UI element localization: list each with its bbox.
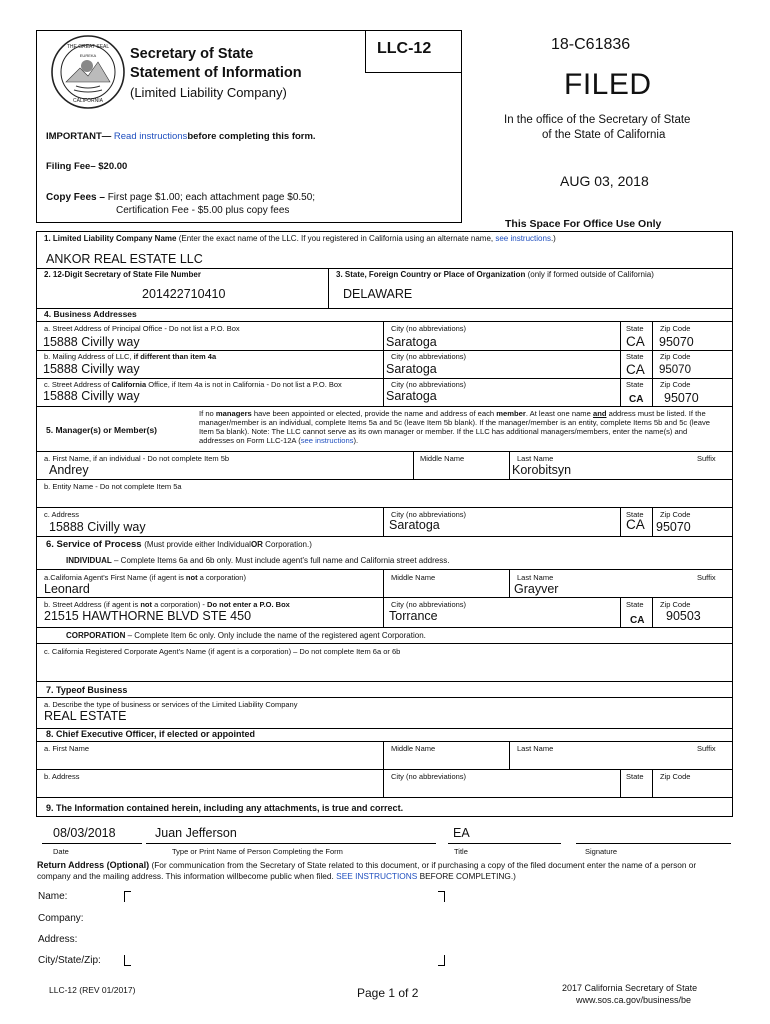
rule (652, 507, 653, 536)
header-divider-h (365, 72, 462, 73)
item5-text-2: have been appointed or elected, provide the name and address of each (253, 409, 495, 418)
manager-address-field[interactable]: 15888 Civilly way (49, 520, 146, 534)
item1-note: (Enter the exact name of the LLC. If you registered in California using an alternate name, (178, 234, 494, 243)
item8a-suffix-label: Suffix (697, 744, 716, 753)
item4c-city-label: City (no abbreviations) (391, 380, 467, 389)
item4c-label-post: Office, if Item 4a is not in California - Do not list a P.O. Box (148, 380, 342, 389)
rule (509, 451, 510, 479)
item7-label: 7. Typeof Business (46, 685, 128, 695)
rule (36, 597, 733, 598)
mailing-city-field[interactable]: Saratoga (386, 362, 437, 376)
item5-managers: managers (215, 409, 252, 418)
item6a-label-post: a corporation) (197, 573, 246, 582)
agent-state-field[interactable]: CA (630, 615, 645, 626)
copy-fees (46, 191, 315, 205)
ca-office-city-field[interactable]: Saratoga (386, 389, 437, 403)
item5c-label: c. Address (44, 510, 80, 519)
important-prefix: IMPORTANT— (46, 131, 112, 142)
rule (509, 741, 510, 769)
item8-label: 8. Chief Executive Officer, if elected or appointed (46, 729, 256, 739)
business-type-field[interactable]: REAL ESTATE (44, 709, 127, 723)
return-address-text: (For communication from the Secretary of State related to this document, or if purchasing a copy of the filed document enter the name of a person or company and the mailing address. This information willbecome public when filed. (37, 860, 697, 881)
signer-title-field[interactable]: EA (453, 826, 470, 840)
item6-corporation-label: CORPORATION (66, 631, 126, 640)
printed-name-label: Type or Print Name of Person Completing the Form (172, 847, 343, 856)
rule (42, 843, 142, 844)
principal-state-field[interactable]: CA (626, 334, 645, 349)
return-company-label: Company: (38, 913, 84, 924)
item5c-state-label: State (626, 510, 644, 519)
item6-individual-line (66, 556, 449, 565)
rule (36, 507, 733, 508)
ca-office-state-field[interactable]: CA (629, 394, 644, 405)
agent-last-name-field[interactable]: Grayver (514, 582, 559, 596)
item6a-suffix-label: Suffix (697, 573, 716, 582)
return-address-intro (37, 860, 727, 882)
footer-url: www.sos.ca.gov/business/be (576, 995, 692, 1005)
item6c-label: c. California Registered Corporate Agent’s Name (if agent is a corporation) – Do not complete Item 6a or 6b (44, 647, 401, 656)
rule (36, 697, 733, 698)
manager-state-field[interactable]: CA (626, 517, 645, 532)
item4b-zip-label: Zip Code (660, 352, 691, 361)
item4b-label-bold: if different than item 4a (133, 352, 217, 361)
title-label: Title (454, 847, 468, 856)
filed-date: AUG 03, 2018 (560, 173, 649, 189)
item6-note-or: OR (250, 540, 263, 549)
rule (328, 268, 329, 308)
item8b-state-label: State (626, 772, 644, 781)
svg-text:CALIFORNIA: CALIFORNIA (72, 98, 104, 104)
rule (576, 843, 731, 844)
signature-label: Signature (585, 847, 618, 856)
rule (36, 350, 733, 351)
item5-instructions (199, 409, 722, 445)
form-subtitle: (Limited Liability Company) (130, 85, 287, 100)
form-code: LLC-12 (377, 40, 432, 57)
item5-text-3: . At least one name (525, 409, 591, 418)
copy-fees-label: Copy Fees – (46, 192, 105, 203)
agency-title: Secretary of State (130, 46, 254, 62)
ca-office-zip-field[interactable]: 95070 (664, 391, 699, 405)
rule (36, 741, 733, 742)
item5a-label: a. First Name, if an individual - Do not complete Item 5b (44, 454, 230, 463)
item8a-label: a. First Name (44, 744, 90, 753)
item8a-middle-label: Middle Name (391, 744, 436, 753)
principal-zip-field[interactable]: 95070 (659, 335, 694, 349)
item1-instructions-link[interactable]: see instructions (495, 234, 551, 243)
item4b-state-label: State (626, 352, 644, 361)
rule (36, 536, 733, 537)
item6-label (46, 539, 312, 550)
item6b-state-label: State (626, 600, 644, 609)
rule (36, 378, 733, 379)
item4b-city-label: City (no abbreviations) (391, 352, 467, 361)
filed-stamp: FILED (564, 68, 652, 101)
item6b-city-label: City (no abbreviations) (391, 600, 467, 609)
item4a-zip-label: Zip Code (660, 324, 691, 333)
return-address-bracket-top-left (124, 891, 131, 902)
item5a-middle-label: Middle Name (420, 454, 465, 463)
state-seal-icon (50, 34, 126, 110)
item4a-label: a. Street Address of Principal Office - Do not list a P.O. Box (44, 324, 240, 333)
item6b-zip-label: Zip Code (660, 600, 691, 609)
item4a-state-label: State (626, 324, 644, 333)
return-city-state-zip-label: City/State/Zip: (38, 955, 101, 966)
copy-fees-line1: First page $1.00; each attachment page $0.50; (107, 192, 316, 203)
item8a-last-label: Last Name (517, 744, 554, 753)
return-address-bracket-bottom-right (438, 955, 445, 966)
office-line2: of the State of California (542, 129, 666, 141)
rule (36, 268, 733, 269)
item6-note-pre: (Must provide either Individual (144, 540, 251, 549)
rule (383, 597, 384, 627)
rule (383, 741, 384, 769)
rule (620, 769, 621, 797)
important-line (46, 131, 316, 142)
mailing-state-field[interactable]: CA (626, 362, 645, 377)
rule (383, 321, 384, 406)
item4b-label-pre: b. Mailing Address of LLC, (44, 352, 132, 361)
rule (620, 321, 621, 406)
item5c-city-label: City (no abbreviations) (391, 510, 467, 519)
item6b-label (44, 600, 290, 609)
item6-note-post: Corporation.) (262, 540, 312, 549)
mailing-zip-field[interactable]: 95070 (659, 364, 691, 376)
rule (620, 507, 621, 536)
item5-text-4: address must be listed. If the manager/member is an individual, complete Items 5a and 5c (leave Item 5b blank). If the manager/member is an entity, complete Items 5b and 5c (leave Item 5a blank). Note: The LLC cannot serve as its own manager or member. If the LLC has additional managers/members, enter the name(s) and addresses on Form LLC-12A ( (199, 409, 711, 445)
return-address-bracket-top-right (438, 891, 445, 902)
rule (36, 797, 733, 798)
item4-label: 4. Business Addresses (44, 309, 137, 319)
item5-member: member (496, 409, 526, 418)
rule (36, 569, 733, 570)
rule (36, 627, 733, 628)
rule (36, 769, 733, 770)
item8b-zip-label: Zip Code (660, 772, 691, 781)
important-suffix: before completing this form. (187, 131, 316, 142)
item4c-zip-label: Zip Code (660, 380, 691, 389)
copy-fees-line2: Certification Fee - $5.00 plus copy fees (116, 205, 290, 216)
rule (383, 507, 384, 536)
manager-first-name-field[interactable]: Andrey (49, 463, 89, 477)
item4b-label (44, 352, 216, 361)
principal-city-field[interactable]: Saratoga (386, 335, 437, 349)
item5a-last-label: Last Name (517, 454, 554, 463)
manager-last-name-field[interactable]: Korobitsyn (512, 463, 572, 477)
file-number-field[interactable]: 201422710410 (142, 287, 226, 301)
item6a-label-not: not (185, 573, 198, 582)
agent-city-field[interactable]: Torrance (389, 609, 438, 623)
item4c-label-bold: California (111, 380, 147, 389)
agent-zip-field[interactable]: 90503 (666, 609, 701, 623)
read-instructions-link[interactable]: Read instructions (113, 131, 188, 142)
item7a-label: a. Describe the type of business or services of the Limited Liability Company (44, 700, 298, 709)
filing-fee: Filing Fee– $20.00 (46, 161, 128, 172)
return-address-label: Return Address (Optional) (37, 860, 150, 870)
item5-instructions-link[interactable]: see instructions (300, 436, 354, 445)
rule (509, 569, 510, 597)
item3-note: (only if formed outside of California) (527, 270, 654, 279)
item1-label (44, 234, 556, 243)
rule (36, 479, 733, 480)
item6a-label-pre: a.California Agent's First Name (if agent is (44, 573, 184, 582)
item6-individual-text: – Complete Items 6a and 6b only. Must include agent’s full name and California street address. (111, 556, 450, 565)
header-divider (365, 30, 366, 72)
svg-text:EUREKA: EUREKA (79, 53, 97, 58)
footer-copyright: 2017 California Secretary of State (562, 983, 698, 993)
rule (620, 597, 621, 627)
agent-first-name-field[interactable]: Leonard (44, 582, 90, 596)
office-line1: In the office of the Secretary of State (504, 114, 691, 126)
rule (36, 308, 733, 309)
place-of-organization-field[interactable]: DELAWARE (343, 287, 413, 301)
signing-date-field[interactable]: 08/03/2018 (53, 826, 116, 840)
item3-title: 3. State, Foreign Country or Place of Organization (336, 270, 526, 279)
rule (383, 769, 384, 797)
rule (652, 597, 653, 627)
item5a-suffix-label: Suffix (697, 454, 716, 463)
rule (36, 681, 733, 682)
rule (36, 451, 733, 452)
rule (36, 643, 733, 644)
manager-zip-field[interactable]: 95070 (656, 520, 691, 534)
item9-label: 9. The Information contained herein, including any attachments, is true and correct. (46, 803, 404, 813)
rule (36, 321, 733, 322)
mailing-street-field[interactable]: 15888 Civilly way (43, 362, 140, 376)
date-label: Date (53, 847, 69, 856)
rule (146, 843, 436, 844)
office-use-caption: This Space For Office Use Only (505, 218, 662, 230)
item8b-city-label: City (no abbreviations) (391, 772, 467, 781)
return-address-text-end: BEFORE COMPLETING.) (417, 871, 516, 881)
signer-name-field[interactable]: Juan Jefferson (155, 826, 237, 840)
rule (383, 569, 384, 597)
item5b-label: b. Entity Name - Do not complete Item 5a (44, 482, 182, 491)
rule (36, 406, 733, 407)
return-address-label-2: Address: (38, 934, 78, 945)
manager-city-field[interactable]: Saratoga (389, 518, 440, 532)
return-name-label: Name: (38, 891, 68, 902)
agent-street-field[interactable]: 21515 HAWTHORNE BLVD STE 450 (44, 609, 252, 623)
item6-corporation-line (66, 631, 426, 640)
item6b-label-pre: b. Street Address (if agent is (44, 600, 139, 609)
item6-individual-label: INDIVIDUAL (66, 556, 112, 565)
principal-street-field[interactable]: 15888 Civilly way (43, 335, 140, 349)
return-address-bracket-bottom-left (124, 955, 131, 966)
item6-corporation-text: – Complete Item 6c only. Only include the name of the registered agent Corporation. (125, 631, 426, 640)
item4c-label (44, 380, 342, 389)
page-number: Page 1 of 2 (357, 986, 419, 1000)
rule (652, 321, 653, 406)
item4c-label-pre: c. Street Address of (44, 380, 110, 389)
item5-text-1: If no (199, 409, 214, 418)
item8b-label: b. Address (44, 772, 80, 781)
return-address-instructions-link[interactable]: SEE INSTRUCTIONS (336, 871, 418, 881)
item4c-state-label: State (626, 380, 644, 389)
item6a-label (44, 573, 246, 582)
item6-title: 6. Service of Process (46, 539, 142, 550)
item6b-label-bold: Do not enter a P.O. Box (207, 600, 290, 609)
item1-title: 1. Limited Liability Company Name (44, 234, 177, 243)
item5c-zip-label: Zip Code (660, 510, 691, 519)
item1-note-end: .) (550, 234, 556, 243)
item6a-middle-label: Middle Name (391, 573, 436, 582)
item6b-label-mid: a corporation) - (151, 600, 205, 609)
item5-label: 5. Manager(s) or Member(s) (46, 425, 157, 435)
rule (448, 843, 561, 844)
llc-name-field[interactable]: ANKOR REAL ESTATE LLC (46, 252, 203, 266)
form-title: Statement of Information (130, 65, 302, 81)
document-number: 18-C61836 (551, 36, 631, 53)
item5-text-5: ). (353, 436, 359, 445)
item6b-label-not: not (140, 600, 152, 609)
rule (413, 451, 414, 479)
ca-office-street-field[interactable]: 15888 Civilly way (43, 389, 140, 403)
item6a-last-label: Last Name (517, 573, 554, 582)
rule (652, 769, 653, 797)
item3-label (336, 270, 654, 279)
form-revision: LLC-12 (REV 01/2017) (49, 985, 136, 995)
item5-and: and (592, 409, 607, 418)
item4a-city-label: City (no abbreviations) (391, 324, 467, 333)
item2-label: 2. 12-Digit Secretary of State File Number (44, 270, 201, 279)
svg-text:THE GREAT SEAL: THE GREAT SEAL (66, 44, 110, 50)
